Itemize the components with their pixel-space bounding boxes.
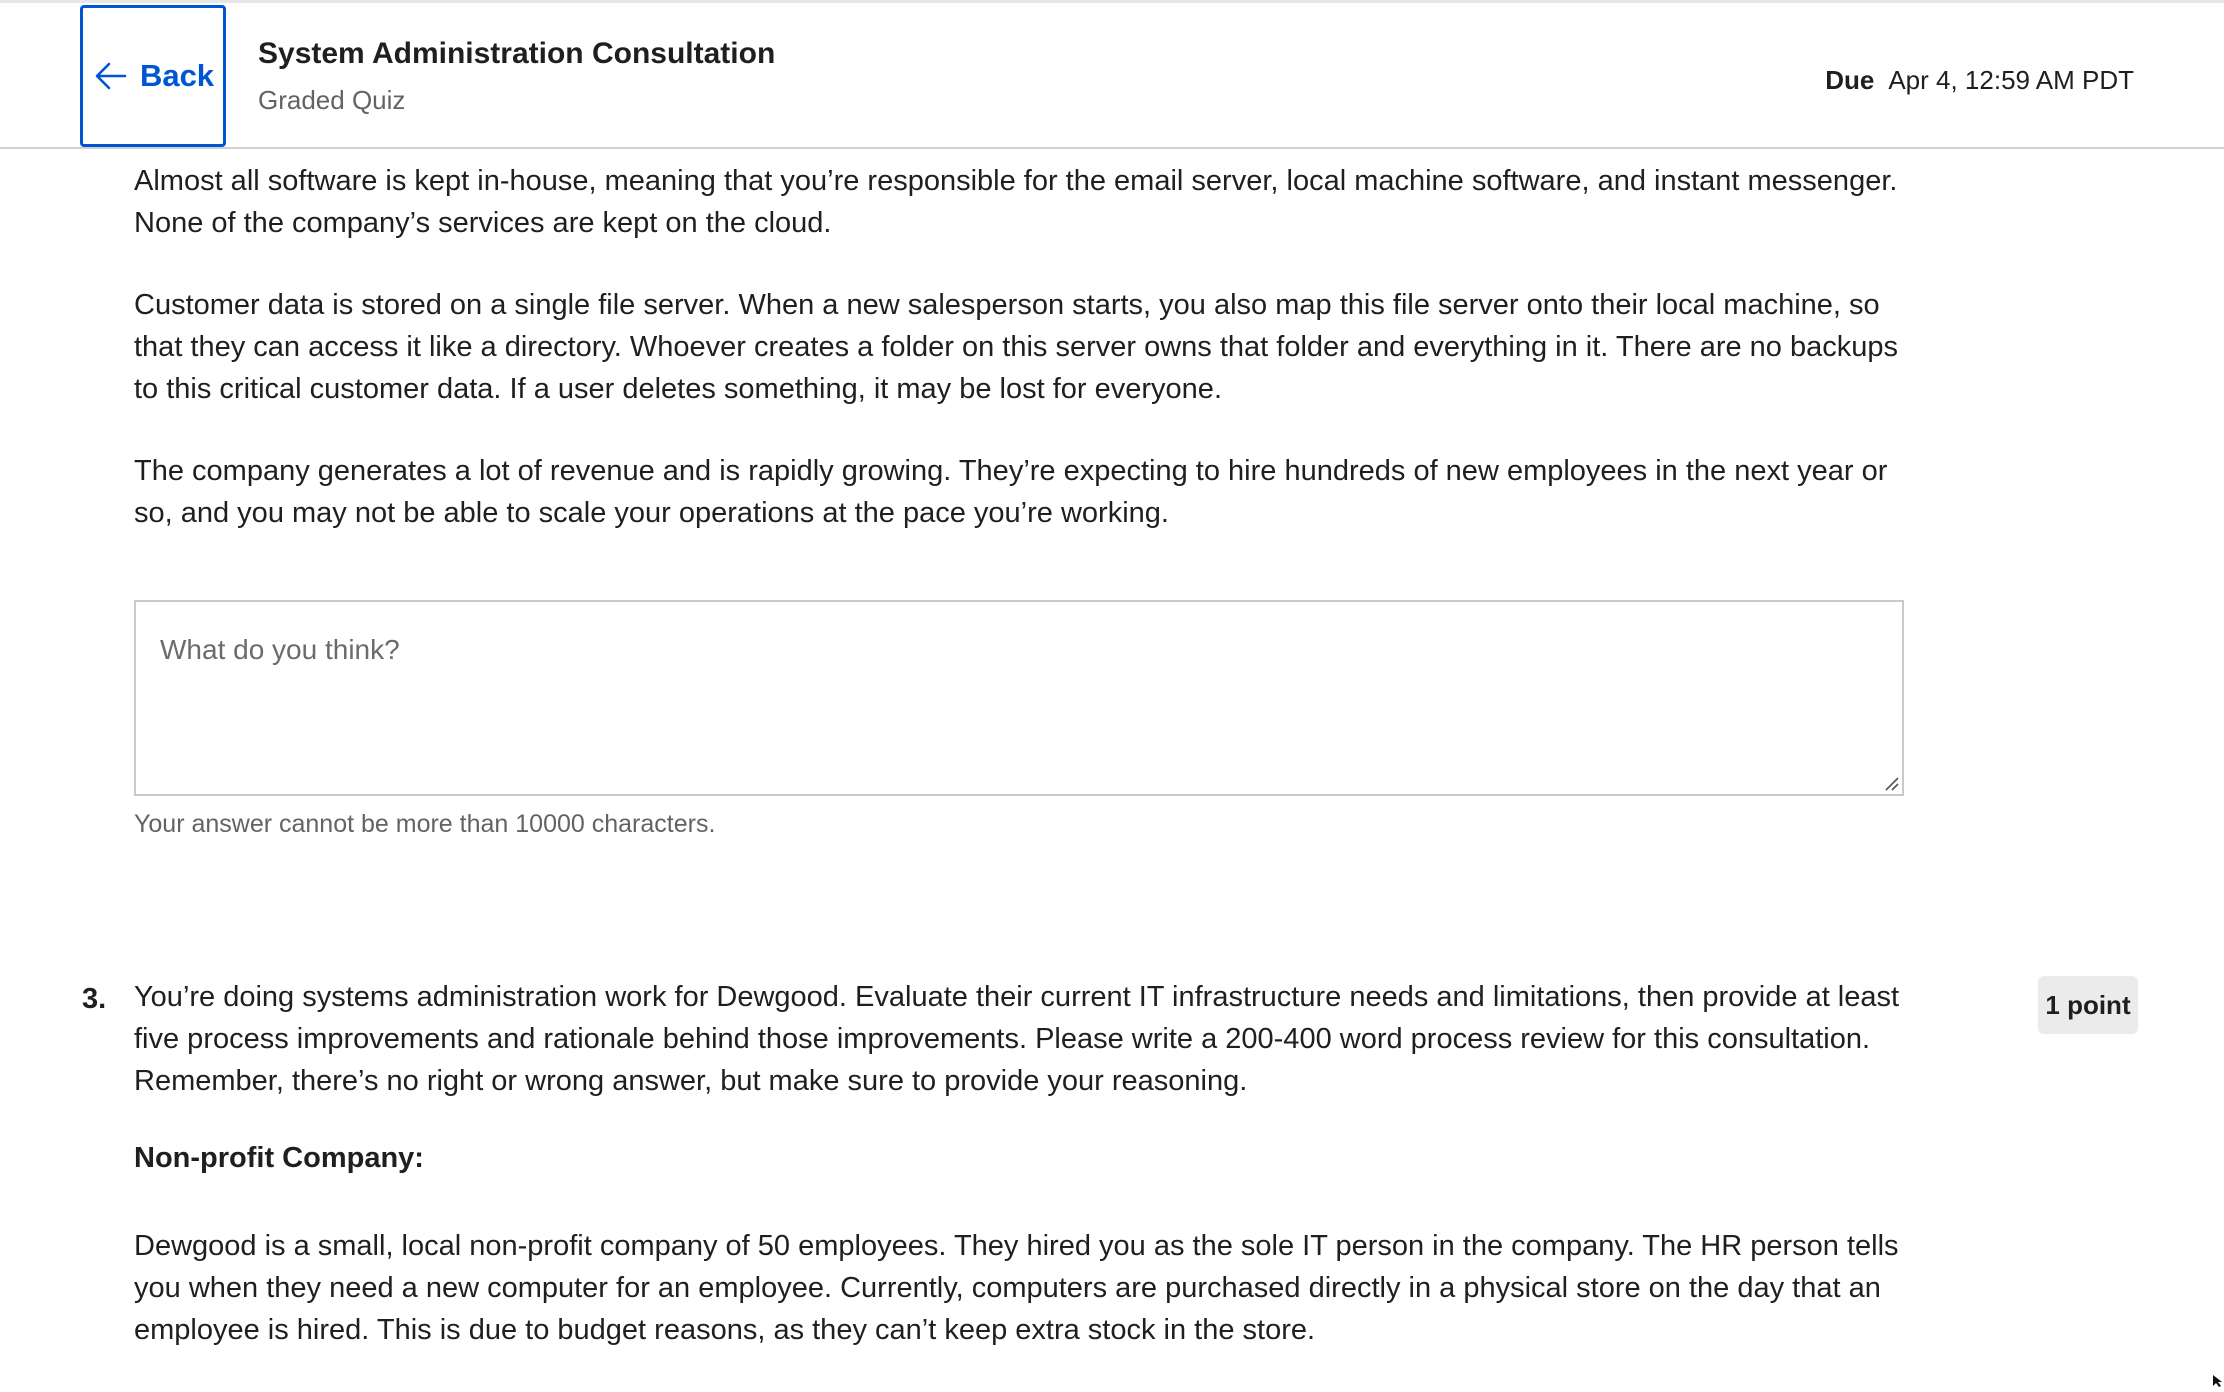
due-value: Apr 4, 12:59 AM PDT (1888, 65, 2134, 95)
answer-textarea-container (134, 600, 1904, 796)
scenario-paragraph: The company generates a lot of revenue and is rapidly growing. They’re expecting to hire hundreds of new employees in the next year or so, and you may not be able to scale your operations at the pace you’re working. (134, 455, 1888, 529)
cursor-icon (2212, 1374, 2224, 1388)
points-badge: 1 point (2038, 976, 2138, 1034)
arrow-left-icon (92, 57, 130, 95)
char-limit-note: Your answer cannot be more than 10000 characters. (134, 810, 716, 838)
scenario-paragraph: Almost all software is kept in-house, meaning that you’re responsible for the email server, local machine software, and instant messenger. None of the company’s services are kept on the cloud. (134, 165, 1898, 239)
question-body: Dewgood is a small, local non-profit company of 50 employees. They hired you as the sole IT person in the company. The HR person tells you when they need a new computer for an employee. Currently, computers are purchased directly in a physical store on the day that an employee is hired. This is due to budget reasons, as they can’t keep extra stock in the store. (134, 1230, 1899, 1346)
quiz-header (0, 3, 2224, 149)
title-block (258, 37, 775, 116)
question-prompt: You’re doing systems administration work for Dewgood. Evaluate their current IT infrastructure needs and limitations, then provide at least five process improvements and rationale behind those improvements. Please write a 200-400 word process review for this consultation. Remember, there’s no right or wrong answer, but make sure to provide your reasoning. (134, 981, 1900, 1097)
back-label: Back (139, 58, 215, 93)
back-button[interactable] (80, 5, 226, 147)
quiz-type-label: Graded Quiz (258, 85, 406, 115)
question-number: 3. (82, 983, 107, 1015)
scenario-paragraph: Customer data is stored on a single file server. When a new salesperson starts, you also map this file server onto their local machine, so that they can access it like a directory. Whoever creates a folder on this server owns that folder and everything in it. There are no backups to this critical customer data. If a user deletes something, it may be lost for everyone. (134, 289, 1898, 405)
resize-grip-icon[interactable] (1883, 775, 1899, 791)
due-label: Due (1825, 65, 1875, 95)
due-date (1825, 65, 2134, 96)
answer-textarea[interactable] (136, 602, 1902, 794)
page-title: System Administration Consultation (258, 37, 776, 70)
section-heading: Non-profit Company: (134, 1142, 424, 1174)
